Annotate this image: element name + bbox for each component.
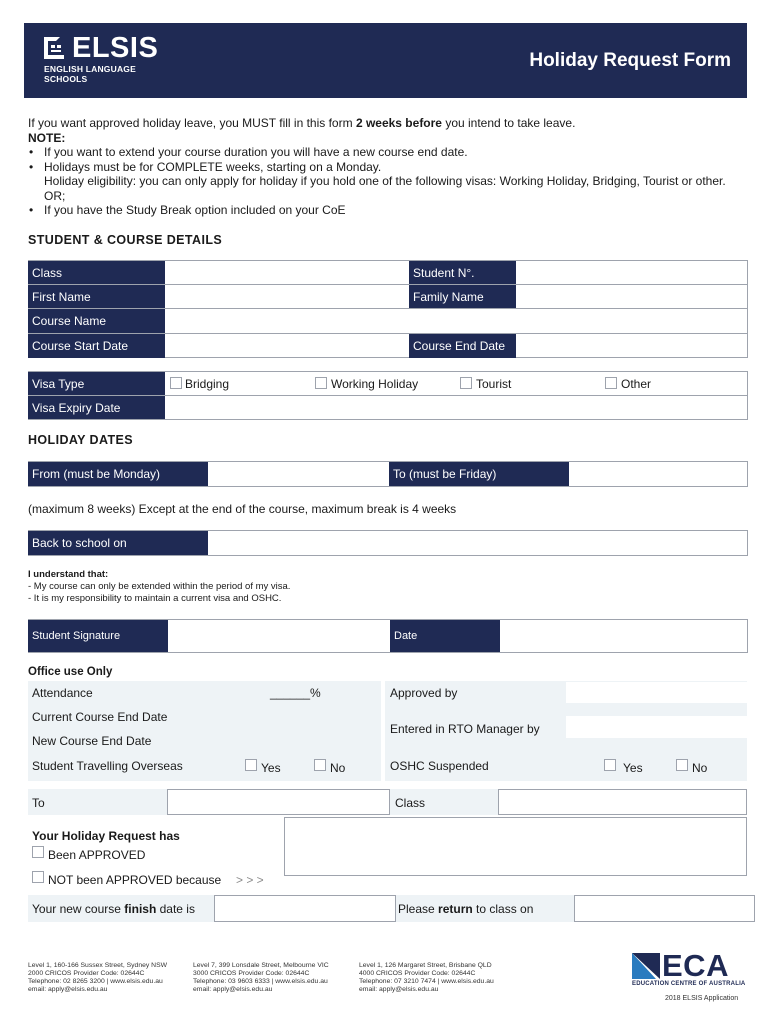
visa-other-label: Other <box>621 377 652 391</box>
label-date: Date <box>390 620 500 652</box>
footer-line: 4000 CRICOS Provider Code: 02644C <box>359 970 476 977</box>
intro-line-pre: If you want approved holiday leave, you MUST fill in this form <box>28 116 356 130</box>
oshc-no-checkbox[interactable] <box>676 759 688 771</box>
office-to-label: To <box>32 796 45 810</box>
footer-sydney <box>28 962 188 994</box>
note-bullet: • If you have the Study Break option included on your CoE <box>29 203 346 217</box>
logo-subtitle: ENGLISH LANGUAGE SCHOOLS <box>44 64 136 84</box>
eca-subtitle: EDUCATION CENTRE OF AUSTRALIA <box>632 981 746 987</box>
label-student-no: Student N°. <box>409 261 516 284</box>
note-bullet: • Holidays must be for COMPLETE weeks, starting on a Monday. Holiday eligibility: you can only apply for holiday if you hold one of the following visas: Working Holiday, Bridging, Tourist or other. OR; <box>29 159 726 203</box>
attendance-label: Attendance <box>32 686 93 700</box>
entered-rto-field[interactable] <box>566 716 747 738</box>
footer-line: Level 7, 399 Lonsdale Street, Melbourne VIC <box>193 962 329 969</box>
oshc-label: OSHC Suspended <box>390 759 489 773</box>
student-section-title: STUDENT & COURSE DETAILS <box>28 233 223 247</box>
visa-working-holiday-label: Working Holiday <box>331 377 419 391</box>
office-title: Office use Only <box>28 666 113 678</box>
approved-label: Been APPROVED <box>48 848 146 862</box>
understand-title: I understand that: <box>28 569 109 580</box>
label-course-start: Course Start Date <box>28 334 165 358</box>
intro-line <box>28 116 748 131</box>
travelling-yes-label: Yes <box>261 761 281 775</box>
family-name-field[interactable] <box>517 285 747 308</box>
return-post: to class on <box>472 902 534 916</box>
arrows: > > > <box>236 873 264 887</box>
to-label-cell <box>28 789 167 815</box>
new-finish-pre: Your new course <box>32 902 125 916</box>
label-student-signature: Student Signature <box>28 620 168 652</box>
intro-line-post: you intend to take leave. <box>441 116 576 130</box>
label-visa-expiry: Visa Expiry Date <box>28 396 165 419</box>
attendance-field[interactable]: ______% <box>270 686 321 700</box>
application-note: 2018 ELSIS Application <box>665 995 739 1002</box>
office-class-label: Class <box>395 796 426 810</box>
entered-rto-label: Entered in RTO Manager by <box>390 722 540 736</box>
student-signature-field[interactable] <box>169 620 390 652</box>
footer-line: Level 1, 160-166 Sussex Street, Sydney NSW <box>28 962 168 969</box>
student-no-field[interactable] <box>517 261 747 284</box>
label-to: To (must be Friday) <box>389 462 569 486</box>
to-date-field[interactable] <box>570 462 747 486</box>
return-pre: Please <box>398 902 439 916</box>
back-to-school-field[interactable] <box>209 531 747 555</box>
not-approved-reason-field[interactable] <box>284 817 747 876</box>
oshc-yes-label: Yes <box>623 761 643 775</box>
course-name-field[interactable] <box>166 309 747 333</box>
footer-brisbane <box>359 962 519 994</box>
not-approved-checkbox[interactable] <box>32 871 44 883</box>
note-bullet: • If you want to extend your course duration you will have a new course end date. <box>29 145 468 159</box>
footer-line: Telephone: 07 3210 7474 | www.elsis.edu.au <box>359 978 494 985</box>
visa-other-checkbox[interactable] <box>605 377 617 389</box>
office-to-field[interactable] <box>167 789 390 815</box>
visa-bridging-label: Bridging <box>185 377 230 391</box>
footer-line: email: apply@elsis.edu.au <box>359 986 439 993</box>
intro-text <box>28 116 748 218</box>
footer-line: email: apply@elsis.edu.au <box>28 986 108 993</box>
travelling-label: Student Travelling Overseas <box>32 759 183 773</box>
note-bullet-extra: Holiday eligibility: you can only apply for holiday if you hold one of the following visas: Working Holiday, Bridging, Tourist or other. OR; <box>44 174 726 203</box>
travelling-yes-checkbox[interactable] <box>245 759 257 771</box>
oshc-no-label: No <box>692 761 708 775</box>
visa-bridging-checkbox[interactable] <box>170 377 182 389</box>
note-bullet-text: If you have the Study Break option included on your CoE <box>44 203 346 217</box>
travelling-no-checkbox[interactable] <box>314 759 326 771</box>
intro-line-bold: 2 weeks before <box>355 116 442 130</box>
label-first-name: First Name <box>28 285 165 308</box>
footer-line: 2000 CRICOS Provider Code: 02644C <box>28 970 145 977</box>
signature-date-field[interactable] <box>501 620 747 652</box>
approved-checkbox[interactable] <box>32 846 44 858</box>
visa-expiry-field[interactable] <box>166 396 747 419</box>
note-bullet-text: Holidays must be for COMPLETE weeks, starting on a Monday. <box>44 159 382 174</box>
office-class-field[interactable] <box>498 789 747 815</box>
eca-wordmark: ECA <box>662 948 729 983</box>
approved-by-field[interactable] <box>566 682 747 703</box>
page-title: Holiday Request Form <box>529 50 731 71</box>
understand-item: - It is my responsibility to maintain a current visa and OSHC. <box>28 593 282 604</box>
new-finish-bold: finish <box>124 902 157 916</box>
return-bold: return <box>438 902 473 916</box>
footer-line: Level 1, 126 Margaret Street, Brisbane QLD <box>359 962 492 969</box>
form-header <box>24 23 747 98</box>
label-visa-type: Visa Type <box>28 372 165 395</box>
understand-item: - My course can only be extended within the period of my visa. <box>28 581 291 592</box>
footer-line: Telephone: 02 8265 3200 | www.elsis.edu.au <box>28 978 163 985</box>
first-name-field[interactable] <box>166 285 409 308</box>
request-has-label: Your Holiday Request has <box>32 829 180 843</box>
new-finish-label <box>32 902 195 916</box>
footer-melbourne <box>193 962 353 994</box>
current-end-label: Current Course End Date <box>32 710 168 724</box>
course-end-field[interactable] <box>517 334 747 357</box>
visa-tourist-label: Tourist <box>476 377 512 391</box>
footer-line: Telephone: 03 9603 6333 | www.elsis.edu.au <box>193 978 328 985</box>
footer-line: email: apply@elsis.edu.au <box>193 986 273 993</box>
eca-logo-icon <box>632 953 660 979</box>
return-date-field[interactable] <box>574 895 755 922</box>
visa-working-holiday-checkbox[interactable] <box>315 377 327 389</box>
class-field[interactable] <box>166 261 409 284</box>
label-course-end: Course End Date <box>409 334 516 358</box>
new-finish-field[interactable] <box>214 895 396 922</box>
label-class: Class <box>28 261 165 284</box>
visa-tourist-checkbox[interactable] <box>460 377 472 389</box>
max-break-note: (maximum 8 weeks) Except at the end of the course, maximum break is 4 weeks <box>28 502 457 516</box>
new-end-label: New Course End Date <box>32 734 152 748</box>
logo-wordmark: ELSIS <box>72 32 159 64</box>
approved-by-label: Approved by <box>390 686 458 700</box>
oshc-yes-checkbox[interactable] <box>604 759 616 771</box>
label-from: From (must be Monday) <box>28 462 208 486</box>
course-start-field[interactable] <box>166 334 409 357</box>
label-course-name: Course Name <box>28 309 165 333</box>
label-back-to-school: Back to school on <box>28 531 208 555</box>
travelling-no-label: No <box>330 761 346 775</box>
return-label <box>398 902 533 916</box>
note-heading: NOTE: <box>28 130 66 145</box>
new-finish-post: date is <box>156 902 195 916</box>
from-date-field[interactable] <box>209 462 388 486</box>
not-approved-label: NOT been APPROVED because <box>48 873 222 887</box>
elsis-logo-icon <box>44 37 68 59</box>
footer-line: 3000 CRICOS Provider Code: 02644C <box>193 970 310 977</box>
label-family-name: Family Name <box>409 285 516 308</box>
note-bullet-text: If you want to extend your course duration you will have a new course end date. <box>44 145 468 159</box>
holiday-section-title: HOLIDAY DATES <box>28 433 133 447</box>
